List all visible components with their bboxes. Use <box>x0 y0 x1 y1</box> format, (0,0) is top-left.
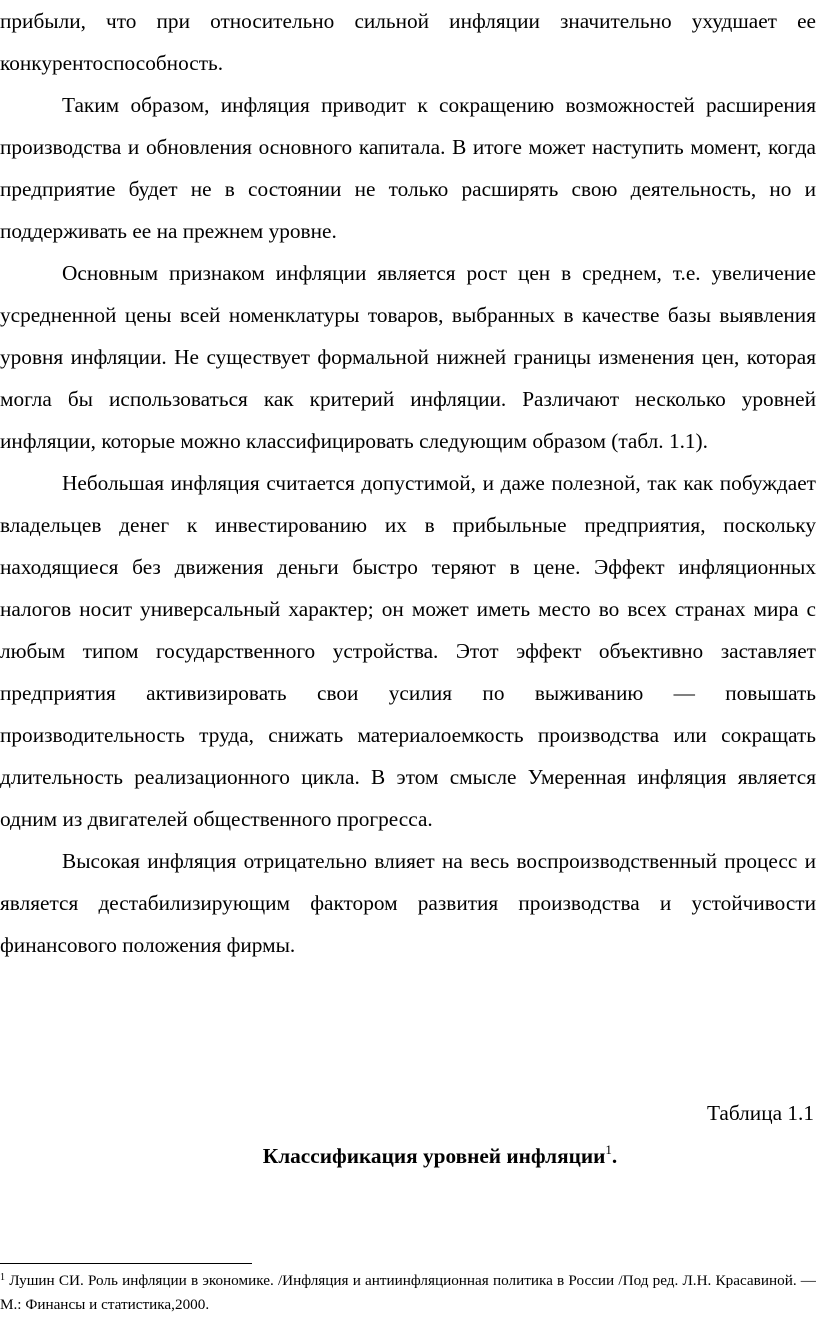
paragraph-4: Небольшая инфляция считается допустимой, и даже полезной, так как побуждает владельцев денег к инвестированию их в прибыльные предприятия, поскольку находящиеся без движения деньги быстро теряют в цене. Эффект инфляционных налогов носит универсальный характер; он может иметь место во всех странах мира с любым типом государственного устройства. Этот эффект объективно заставляет предприятия активизировать свои усилия по выживанию — повышать производительность труда, снижать материалоемкость производства или сокращать длительность реализационного цикла. В этом смысле Умеренная инфляция является одним из двигателей общественного прогресса. <box>0 471 816 831</box>
table-title-footnote-mark[interactable]: 1 <box>605 1142 612 1157</box>
footnote-mark: 1 <box>0 1272 5 1283</box>
footnote-text: Лушин СИ. Роль инфляции в экономике. /Инфляция и антиинфляционная политика в России /Под ред. Л.Н. Красавиной. — М.: Финансы и статистика,2000. <box>0 1272 816 1313</box>
footnote <box>0 1269 816 1317</box>
table-title <box>0 1135 816 1177</box>
paragraph-5: Высокая инфляция отрицательно влияет на весь воспроизводственный процесс и является дестабилизирующим фактором развития производства и устойчивости финансового положения фирмы. <box>0 849 816 957</box>
table-title-text: Классификация уровней инфляции <box>262 1144 606 1168</box>
table-title-end: . <box>611 1144 618 1168</box>
paragraph-3: Основным признаком инфляции является рост цен в среднем, т.е. увеличение усредненной цены всей номенклатуры товаров, выбранных в качестве базы выявления уровня инфляции. Не существует формальной нижней границы изменения цен, которая могла бы использоваться как критерий инфляции. Различают несколько уровней инфляции, которые можно классифицировать следующим образом (табл. 1.1). <box>0 261 816 453</box>
table-caption: Таблица 1.1 <box>706 1101 814 1125</box>
paragraph-2: Таким образом, инфляция приводит к сокращению возможностей расширения производства и обновления основного капитала. В итоге может наступить момент, когда предприятие будет не в состоянии не только расширять свою деятельность, но и поддерживать ее на прежнем уровне. <box>0 93 816 243</box>
paragraph-1: прибыли, что при относительно сильной инфляции значительно ухудшает ее конкурентоспособность. <box>0 9 816 75</box>
footnote-divider <box>0 1263 252 1264</box>
